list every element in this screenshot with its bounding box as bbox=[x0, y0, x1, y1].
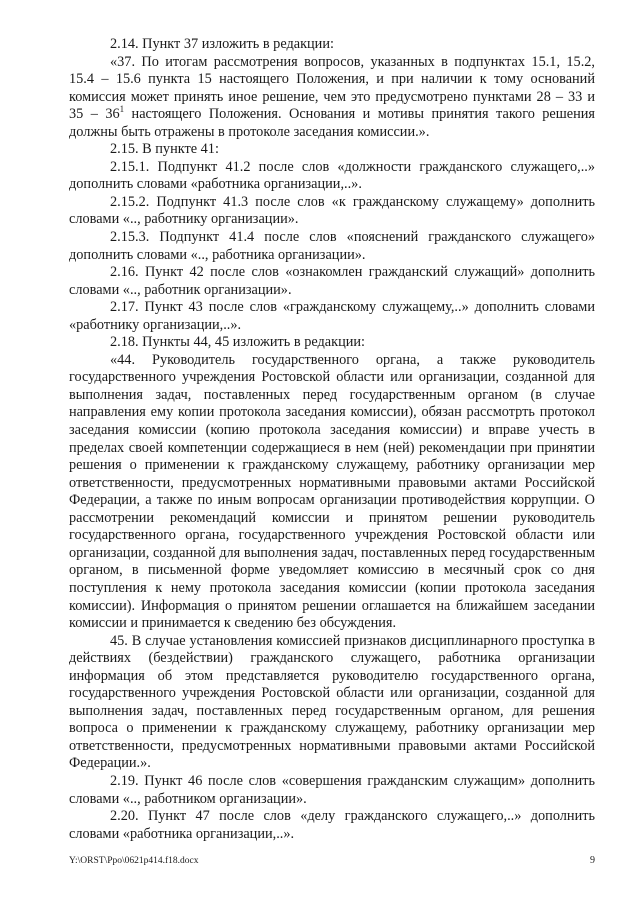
paragraph-2-20: 2.20. Пункт 47 после слов «делу гражданского служащего,..» дополнить словами «работника организации,..». bbox=[69, 808, 595, 842]
paragraph-2-16: 2.16. Пункт 42 после слов «ознакомлен гражданский служащий» дополнить словами «.., работник организации». bbox=[69, 264, 595, 298]
paragraph-2-15-2: 2.15.2. Подпункт 41.3 после слов «к гражданскому служащему» дополнить словами «.., работнику организации». bbox=[69, 193, 595, 228]
footer-file-path: Y:\ORST\Ppo\0621p414.f18.docx bbox=[69, 856, 199, 866]
paragraph-45: 45. В случае установления комиссией признаков дисциплинарного проступка в действиях (бездействии) гражданского служащего, работника организации информация об этом представляется руководителю государственного органа, государственного учреждения Ростовской области или организации, созданной для выполнения задач, поставленных перед государственным органом, для решения вопроса о применении к гражданскому служащему, работнику организации мер ответственности, предусмотренных нормативными правовыми актами Российской Федерации.». bbox=[69, 632, 595, 772]
paragraph-37-text: «37. По итогам рассмотрения вопросов, указанных в подпунктах 15.1, 15.2, 15.4 – 15.6 пункта 15 настоящего Положения, и при наличии к тому оснований комиссия может принять иное решение, чем это предусмотрено пунктами 28 – 33 и 35 – 36 bbox=[69, 53, 595, 123]
paragraph-2-14: 2.14. Пункт 37 изложить в редакции: bbox=[110, 36, 334, 52]
paragraph-2-15-3: 2.15.3. Подпункт 41.4 после слов «пояснений гражданского служащего» дополнить словами «.., работника организации». bbox=[69, 229, 595, 263]
paragraph-44: «44. Руководитель государственного органа, а также руководитель государственного учреждения Ростовской области или организации, созданной для выполнения задач, поставленных перед государственным органом (в случае направления ему копии протокола заседания комиссии), обязан рассмотрть протокол заседания комиссии (копию протокола заседания комиссии) и вправе учесть в пределах своей компетенции содержащиеся в нем (ней) рекомендации при принятии решения о применении к гражданскому служащему, работнику организации мер ответственности, предусмотренных нормативными правовыми актами Российской Федерации, а также по иным вопросам организации противодействия коррупции. О рассмотрении рекомендаций комиссии и принятом решении руководитель государственного органа, государственного учреждения Ростовской области или организации, созданной для выполнения задач, поставленных перед государственным органом, в письменной форме уведомляет комиссию в месячный срок со дня поступления к нему протокола заседания комиссии (копии протокола заседания комиссии). Информация о принятом решении оглашается на ближайшем заседании комиссии и принимается к сведению без обсуждения. bbox=[69, 351, 595, 632]
paragraph-2-18: 2.18. Пункты 44, 45 изложить в редакции: bbox=[110, 334, 366, 351]
superscript-index: 1 bbox=[119, 104, 125, 115]
footer-page-number: 9 bbox=[590, 855, 595, 866]
paragraph-2-15: 2.15. В пункте 41: bbox=[110, 141, 219, 158]
paragraph-2-17: 2.17. Пункт 43 после слов «гражданскому служащему,..» дополнить словами «работнику организации,..». bbox=[69, 299, 595, 333]
paragraph-2-19: 2.19. Пункт 46 после слов «совершения гражданским служащим» дополнить словами «.., работником организации». bbox=[69, 772, 595, 807]
paragraph-37-continuation: настоящего Положения. Основания и мотивы принятия такого решения должны быть отражены в протоколе заседания комиссии.». bbox=[69, 106, 596, 140]
document-body bbox=[69, 36, 595, 843]
paragraph-37 bbox=[69, 54, 595, 142]
paragraph-2-15-1: 2.15.1. Подпункт 41.2 после слов «должности гражданского служащего,..» дополнить словами «работника организации,..». bbox=[69, 158, 595, 193]
